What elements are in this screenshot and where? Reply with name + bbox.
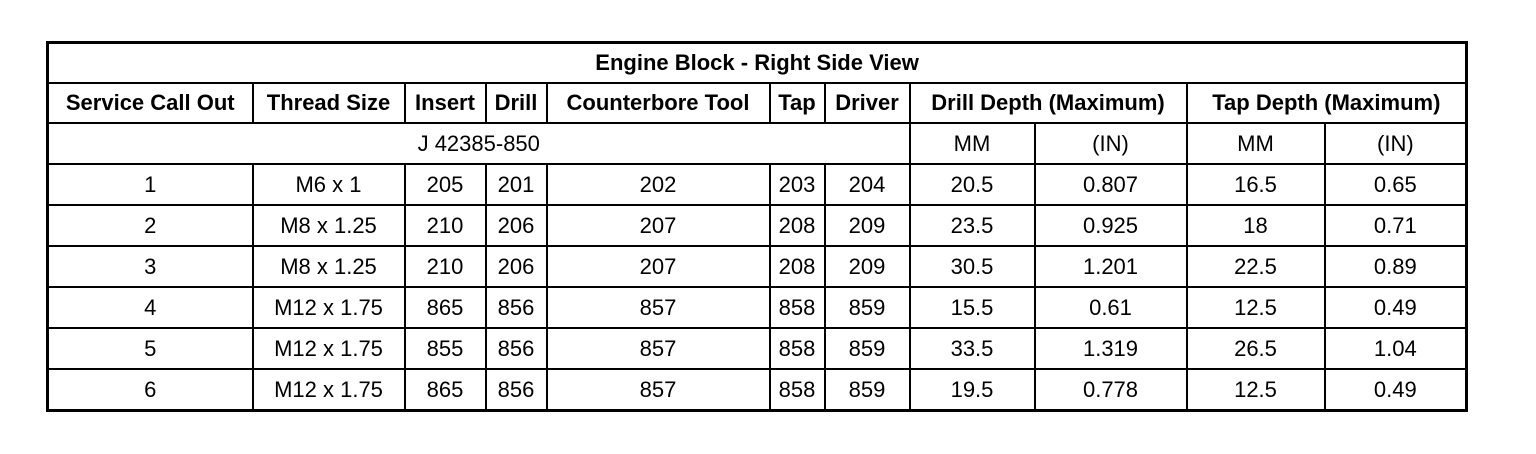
cell-driver: 209: [825, 205, 910, 246]
cell-insert: 210: [405, 205, 486, 246]
title-row: [48, 43, 1467, 84]
header-thread-size: Thread Size: [253, 83, 405, 123]
tool-kit-number: J 42385-850: [48, 123, 910, 164]
cell-drill-depth-in: 1.201: [1035, 246, 1187, 287]
header-insert: Insert: [405, 83, 486, 123]
cell-drill-depth-mm: 20.5: [910, 164, 1035, 205]
cell-drill: 206: [486, 205, 547, 246]
cell-tap-depth-in: 0.49: [1325, 287, 1467, 328]
cell-drill-depth-in: 0.61: [1035, 287, 1187, 328]
cell-driver: 859: [825, 287, 910, 328]
subheader-row: [48, 123, 1467, 164]
table-row: [48, 164, 1467, 205]
cell-service-call-out: 5: [48, 328, 253, 369]
cell-insert: 210: [405, 246, 486, 287]
cell-driver: 209: [825, 246, 910, 287]
cell-drill-depth-mm: 15.5: [910, 287, 1035, 328]
cell-tap-depth-mm: 12.5: [1187, 369, 1325, 411]
cell-insert: 865: [405, 287, 486, 328]
cell-tap-depth-in: 1.04: [1325, 328, 1467, 369]
tap-depth-in-unit: (IN): [1325, 123, 1467, 164]
cell-driver: 204: [825, 164, 910, 205]
header-tap: Tap: [770, 83, 825, 123]
cell-thread-size: M8 x 1.25: [253, 205, 405, 246]
cell-thread-size: M6 x 1: [253, 164, 405, 205]
cell-drill-depth-in: 0.925: [1035, 205, 1187, 246]
cell-tap: 208: [770, 246, 825, 287]
cell-tap: 858: [770, 328, 825, 369]
cell-tap: 858: [770, 369, 825, 411]
cell-drill: 856: [486, 287, 547, 328]
cell-counterbore-tool: 202: [547, 164, 770, 205]
cell-thread-size: M12 x 1.75: [253, 369, 405, 411]
cell-tap-depth-mm: 22.5: [1187, 246, 1325, 287]
cell-service-call-out: 2: [48, 205, 253, 246]
header-driver: Driver: [825, 83, 910, 123]
drill-depth-mm-unit: MM: [910, 123, 1035, 164]
cell-drill: 856: [486, 328, 547, 369]
cell-service-call-out: 4: [48, 287, 253, 328]
cell-tap: 203: [770, 164, 825, 205]
cell-service-call-out: 3: [48, 246, 253, 287]
cell-tap-depth-mm: 26.5: [1187, 328, 1325, 369]
cell-service-call-out: 6: [48, 369, 253, 411]
cell-drill-depth-mm: 33.5: [910, 328, 1035, 369]
cell-thread-size: M12 x 1.75: [253, 328, 405, 369]
cell-thread-size: M12 x 1.75: [253, 287, 405, 328]
cell-counterbore-tool: 207: [547, 205, 770, 246]
header-tap-depth: Tap Depth (Maximum): [1187, 83, 1467, 123]
cell-tap: 858: [770, 287, 825, 328]
cell-drill: 201: [486, 164, 547, 205]
header-row: [48, 83, 1467, 123]
cell-tap-depth-in: 0.65: [1325, 164, 1467, 205]
table-row: [48, 205, 1467, 246]
cell-tap-depth-mm: 18: [1187, 205, 1325, 246]
cell-drill: 856: [486, 369, 547, 411]
cell-drill-depth-mm: 19.5: [910, 369, 1035, 411]
table-title: Engine Block - Right Side View: [48, 43, 1467, 84]
engine-block-spec-table: [46, 41, 1468, 412]
cell-drill-depth-in: 0.778: [1035, 369, 1187, 411]
header-service-call-out: Service Call Out: [48, 83, 253, 123]
header-drill: Drill: [486, 83, 547, 123]
cell-driver: 859: [825, 369, 910, 411]
cell-tap-depth-mm: 16.5: [1187, 164, 1325, 205]
header-drill-depth: Drill Depth (Maximum): [910, 83, 1187, 123]
cell-counterbore-tool: 857: [547, 287, 770, 328]
cell-drill: 206: [486, 246, 547, 287]
cell-tap-depth-in: 0.49: [1325, 369, 1467, 411]
cell-drill-depth-mm: 23.5: [910, 205, 1035, 246]
table-row: [48, 246, 1467, 287]
table-row: [48, 287, 1467, 328]
cell-drill-depth-mm: 30.5: [910, 246, 1035, 287]
cell-drill-depth-in: 0.807: [1035, 164, 1187, 205]
cell-service-call-out: 1: [48, 164, 253, 205]
cell-counterbore-tool: 207: [547, 246, 770, 287]
cell-drill-depth-in: 1.319: [1035, 328, 1187, 369]
cell-counterbore-tool: 857: [547, 369, 770, 411]
table-row: [48, 369, 1467, 411]
cell-tap: 208: [770, 205, 825, 246]
tap-depth-mm-unit: MM: [1187, 123, 1325, 164]
table-row: [48, 328, 1467, 369]
cell-tap-depth-mm: 12.5: [1187, 287, 1325, 328]
header-counterbore-tool: Counterbore Tool: [547, 83, 770, 123]
cell-insert: 865: [405, 369, 486, 411]
cell-tap-depth-in: 0.71: [1325, 205, 1467, 246]
cell-thread-size: M8 x 1.25: [253, 246, 405, 287]
cell-insert: 205: [405, 164, 486, 205]
cell-driver: 859: [825, 328, 910, 369]
drill-depth-in-unit: (IN): [1035, 123, 1187, 164]
cell-insert: 855: [405, 328, 486, 369]
cell-counterbore-tool: 857: [547, 328, 770, 369]
cell-tap-depth-in: 0.89: [1325, 246, 1467, 287]
data-rows: [48, 164, 1467, 411]
